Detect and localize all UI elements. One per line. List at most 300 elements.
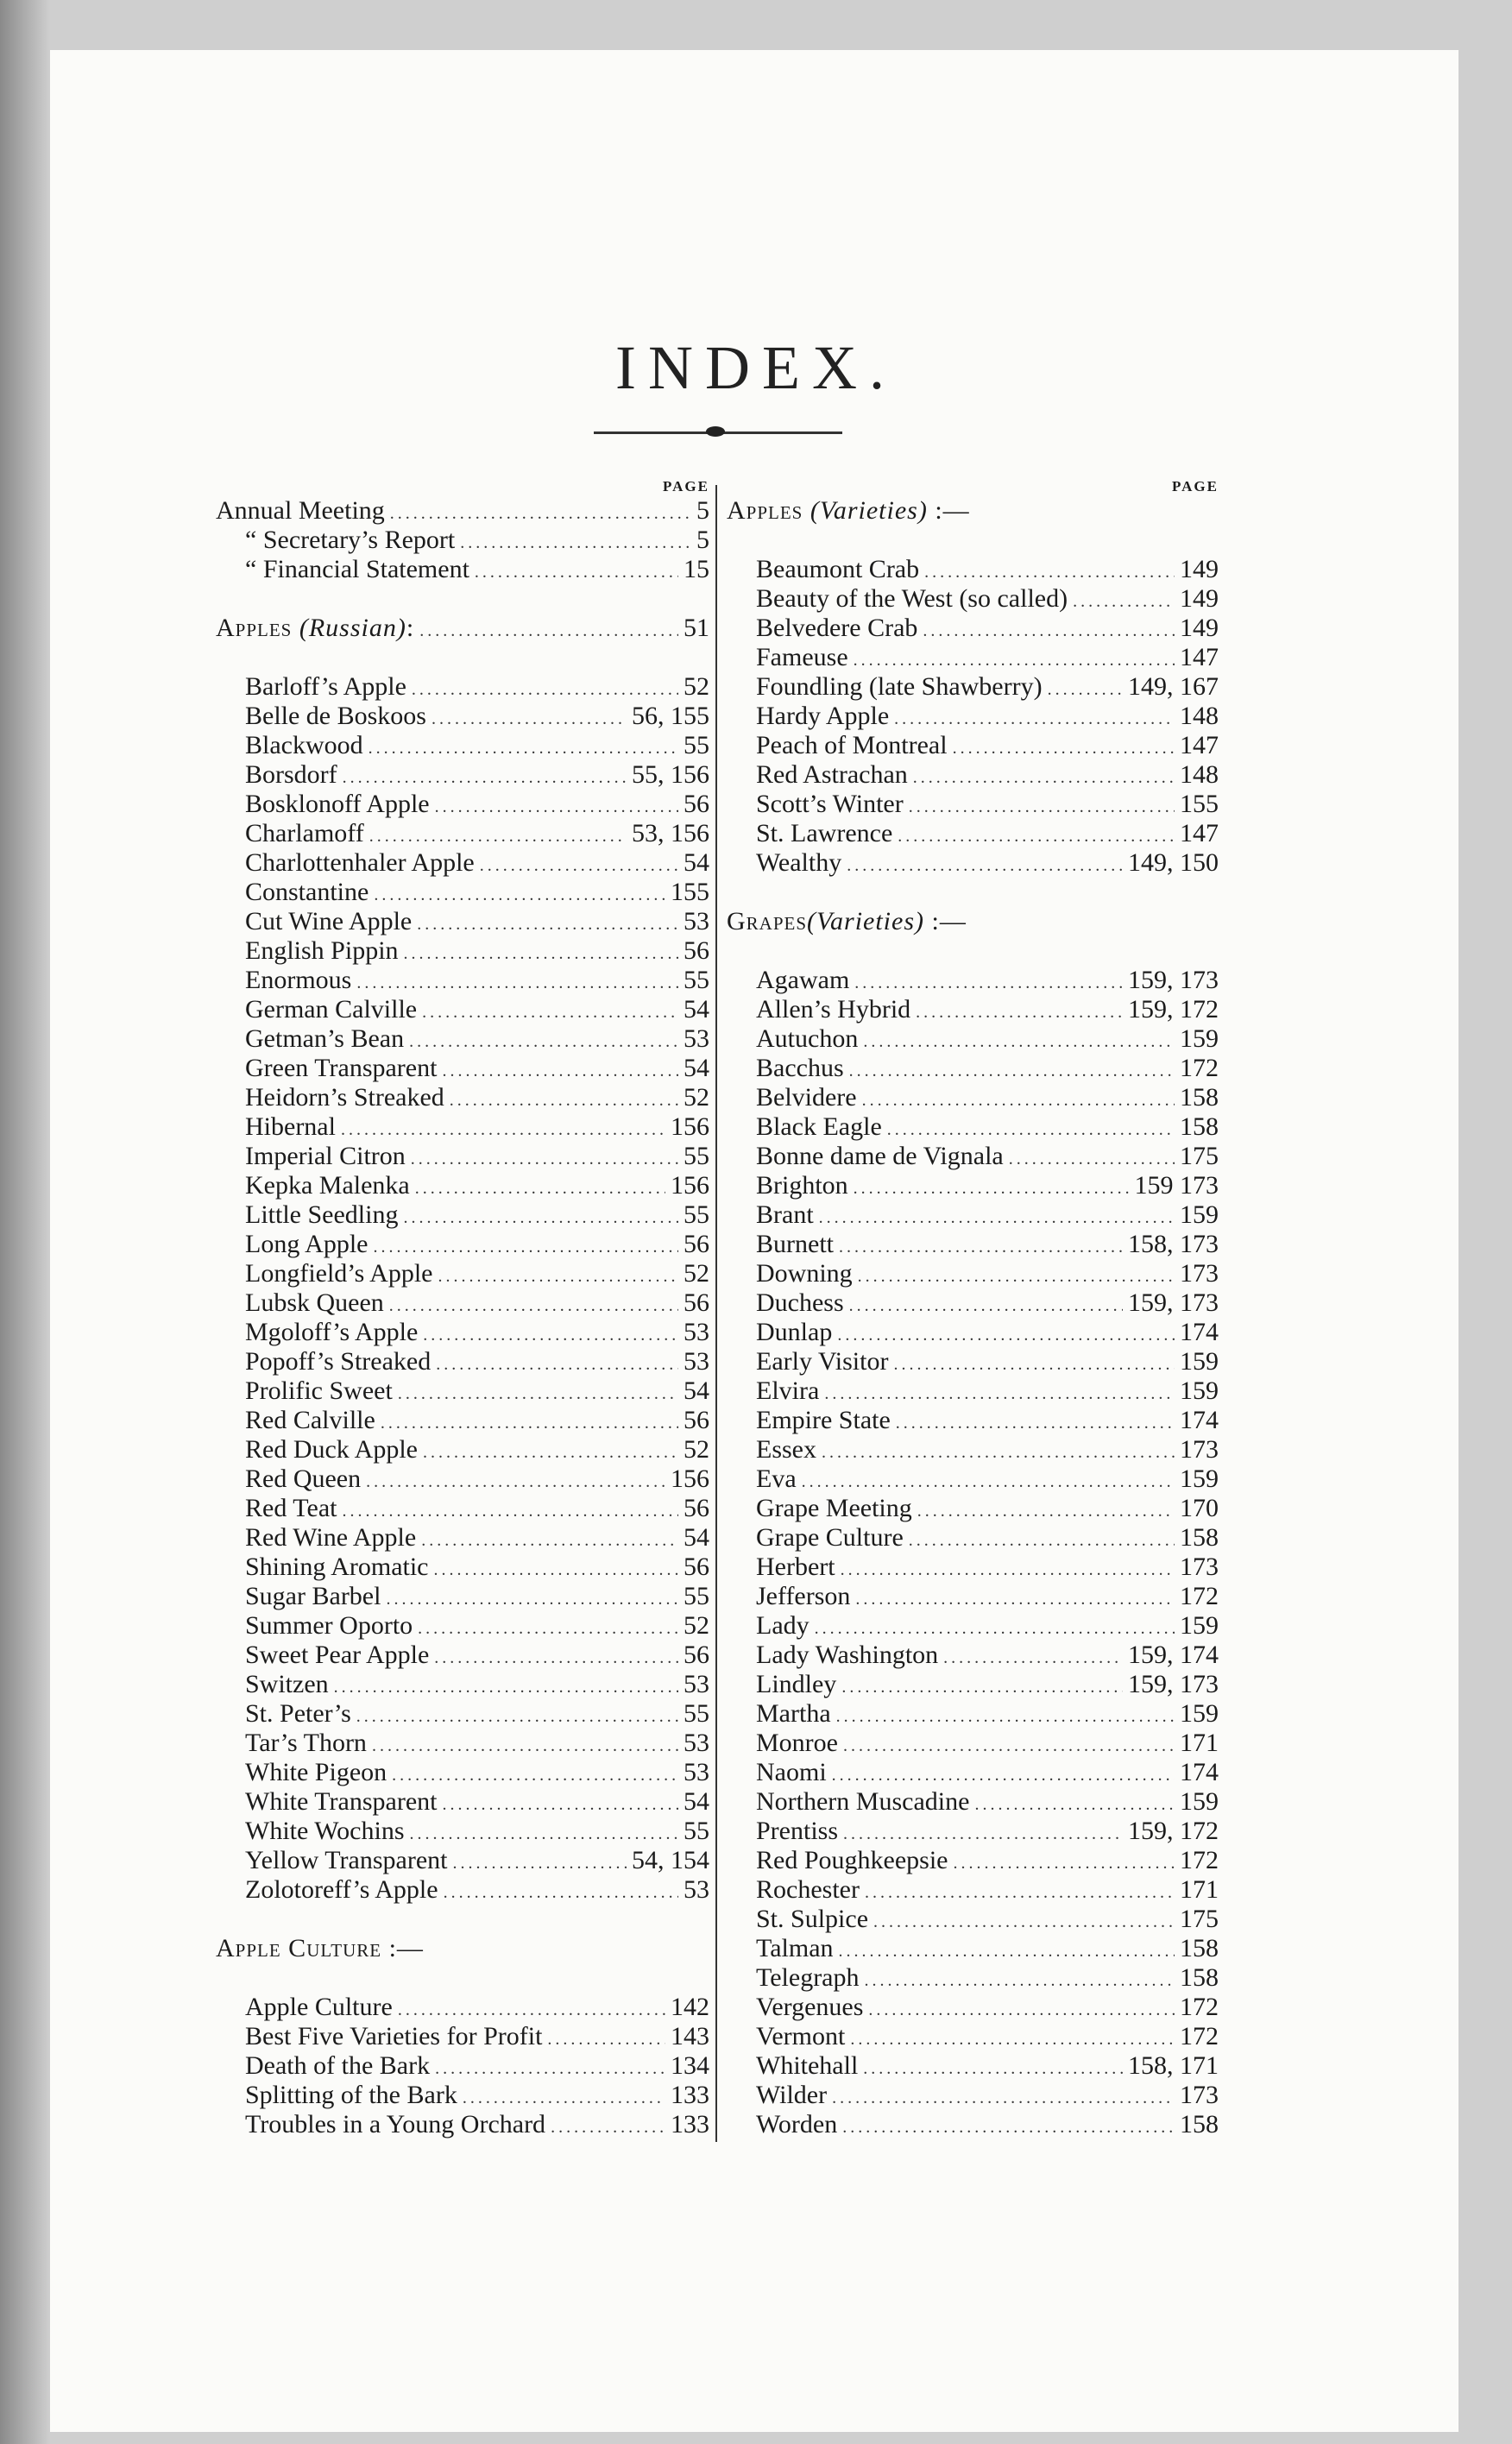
leader-dots xyxy=(421,1526,678,1555)
leader-dots xyxy=(460,528,691,557)
entry-text: Belvedere Crab xyxy=(756,614,918,642)
entry-page: 133 xyxy=(671,2081,709,2109)
index-entry xyxy=(756,1875,1219,1905)
index-entry xyxy=(756,848,1219,878)
leader-dots xyxy=(843,1731,1175,1761)
entry-page: 149 xyxy=(1180,555,1219,583)
leader-dots xyxy=(843,1819,1123,1849)
index-entry xyxy=(756,1318,1219,1347)
index-entry xyxy=(245,1318,709,1347)
entry-text: Jefferson xyxy=(756,1582,851,1610)
entry-text: White Pigeon xyxy=(245,1758,387,1786)
leader-dots xyxy=(953,1849,1175,1878)
index-entry xyxy=(245,1465,709,1494)
russian-apples-list xyxy=(216,672,709,1905)
leader-dots xyxy=(403,1203,678,1232)
entry-text: Wealthy xyxy=(756,848,842,877)
index-entry xyxy=(756,1054,1219,1083)
leader-dots xyxy=(366,1467,665,1496)
leader-dots xyxy=(450,1086,678,1115)
entry-page: 54 xyxy=(684,1787,709,1816)
entry-page: 159, 173 xyxy=(1128,966,1219,994)
leader-dots xyxy=(943,1643,1123,1672)
entry-page: 175 xyxy=(1180,1142,1219,1170)
index-entry xyxy=(756,1993,1219,2022)
entry-text: Autuchon xyxy=(756,1024,859,1053)
entry-text: Shining Aromatic xyxy=(245,1553,429,1581)
spacer xyxy=(727,878,1219,907)
index-entry xyxy=(756,2022,1219,2051)
leader-dots xyxy=(1009,1144,1175,1174)
entry-page: 148 xyxy=(1180,760,1219,789)
entry-page: 158 xyxy=(1180,1934,1219,1962)
entry-page: 159, 173 xyxy=(1128,1670,1219,1698)
index-entry xyxy=(756,1699,1219,1729)
entry-page: 170 xyxy=(1180,1494,1219,1522)
index-entry xyxy=(756,1230,1219,1259)
leader-dots xyxy=(392,1761,678,1790)
leader-dots xyxy=(398,1379,678,1408)
page-title: INDEX. xyxy=(615,333,897,402)
entry-text: Peach of Montreal xyxy=(756,731,948,759)
title-rule-ornament xyxy=(706,426,725,437)
entry-text: Vergenues xyxy=(756,1993,864,2021)
index-entry xyxy=(245,790,709,819)
entry-text: Black Eagle xyxy=(756,1112,882,1141)
entry-page: 174 xyxy=(1180,1758,1219,1786)
entry-text: Barloff’s Apple xyxy=(245,672,406,701)
entry-text: Foundling (late Shawberry) xyxy=(756,672,1043,701)
leader-dots xyxy=(802,1467,1175,1496)
apple-varieties-list xyxy=(727,555,1219,878)
entry-page: 149 xyxy=(1180,584,1219,613)
entry-page: 159 xyxy=(1180,1347,1219,1376)
entry-page: 55 xyxy=(684,966,709,994)
entry-page: 159 xyxy=(1180,1200,1219,1229)
index-entry xyxy=(756,1553,1219,1582)
entry-page: 159, 173 xyxy=(1128,1288,1219,1317)
leader-dots xyxy=(849,1291,1123,1320)
index-entry xyxy=(245,1817,709,1846)
index-entry xyxy=(756,672,1219,702)
index-entry xyxy=(756,1494,1219,1523)
index-entry xyxy=(245,1200,709,1230)
entry-text: Little Seedling xyxy=(245,1200,399,1229)
index-entry xyxy=(245,1699,709,1729)
leader-dots xyxy=(419,616,678,646)
leader-dots xyxy=(854,646,1175,675)
entry-page: 54 xyxy=(684,995,709,1024)
leader-dots xyxy=(356,968,678,998)
spacer xyxy=(216,1905,709,1934)
entry-text: Brant xyxy=(756,1200,814,1229)
leader-dots xyxy=(894,704,1175,734)
index-entry xyxy=(245,702,709,731)
entry-page: 53 xyxy=(684,1758,709,1786)
leader-dots xyxy=(435,792,678,822)
section-heading-varieties: Apples (Varieties) :— xyxy=(727,496,970,525)
entry-text: Beauty of the West (so called) xyxy=(756,584,1068,613)
leader-dots xyxy=(1048,675,1123,704)
index-entry xyxy=(245,1347,709,1376)
entry-text: Apple Culture xyxy=(245,1993,393,2021)
leader-dots xyxy=(839,1937,1175,1966)
entry-page: 56 xyxy=(684,1230,709,1258)
entry-page: 156 xyxy=(671,1112,709,1141)
index-entry xyxy=(756,1347,1219,1376)
index-entry xyxy=(216,496,709,526)
index-entry xyxy=(756,1817,1219,1846)
entry-text: Red Wine Apple xyxy=(245,1523,417,1552)
entry-text: Whitehall xyxy=(756,2051,859,2080)
index-entry xyxy=(245,907,709,936)
index-entry xyxy=(756,1963,1219,1993)
entry-page: 53 xyxy=(684,1729,709,1757)
entry-page: 56 xyxy=(684,790,709,818)
entry-text: “ Financial Statement xyxy=(245,555,469,583)
leader-dots xyxy=(822,1438,1175,1467)
leader-dots xyxy=(417,910,678,939)
entry-text: Charlottenhaler Apple xyxy=(245,848,475,877)
entry-page: 175 xyxy=(1180,1905,1219,1933)
entry-text: Switzen xyxy=(245,1670,329,1698)
leader-dots xyxy=(480,851,678,880)
index-entry xyxy=(756,1465,1219,1494)
entry-page: 52 xyxy=(684,1083,709,1112)
entry-text: Yellow Transparent xyxy=(245,1846,448,1874)
entry-text: Blackwood xyxy=(245,731,363,759)
entry-text: Cut Wine Apple xyxy=(245,907,413,935)
entry-text: Burnett xyxy=(756,1230,834,1258)
entry-page: 53 xyxy=(684,1024,709,1053)
leader-dots xyxy=(863,1027,1175,1056)
entry-page: 174 xyxy=(1180,1406,1219,1434)
index-entry xyxy=(245,672,709,702)
entry-page: 5 xyxy=(696,526,709,554)
leader-dots xyxy=(850,2025,1175,2054)
index-entry xyxy=(245,936,709,966)
entry-text: Red Calville xyxy=(245,1406,375,1434)
entry-text: Worden xyxy=(756,2110,838,2138)
entry-text: Kepka Malenka xyxy=(245,1171,410,1200)
index-entry xyxy=(245,878,709,907)
entry-text: Allen’s Hybrid xyxy=(756,995,911,1024)
leader-dots xyxy=(442,1056,678,1086)
leader-dots xyxy=(389,1291,678,1320)
index-entry xyxy=(245,1758,709,1787)
index-entry xyxy=(216,555,709,584)
index-entry xyxy=(245,2051,709,2081)
spacer xyxy=(216,1963,709,1993)
leader-dots xyxy=(862,1086,1175,1115)
entry-page: 173 xyxy=(1180,2081,1219,2109)
leader-dots xyxy=(924,557,1175,587)
entry-page: 142 xyxy=(671,1993,709,2021)
index-entry xyxy=(756,790,1219,819)
index-entry xyxy=(245,1787,709,1817)
entry-page: 149, 150 xyxy=(1128,848,1219,877)
entry-page: 56 xyxy=(684,936,709,965)
index-entry xyxy=(245,1054,709,1083)
entry-text: Elvira xyxy=(756,1376,820,1405)
entry-page: 54 xyxy=(684,1523,709,1552)
entry-page: 53 xyxy=(684,1875,709,1904)
entry-page: 158 xyxy=(1180,1963,1219,1992)
entry-text: Fameuse xyxy=(756,643,848,671)
leader-dots xyxy=(434,1555,679,1584)
entry-text: Herbert xyxy=(756,1553,835,1581)
entry-text: Best Five Varieties for Profit xyxy=(245,2022,543,2050)
entry-page: 147 xyxy=(1180,731,1219,759)
entry-page: 173 xyxy=(1180,1259,1219,1288)
leader-dots xyxy=(887,1115,1175,1144)
entry-text: Scott’s Winter xyxy=(756,790,904,818)
entry-page: 149, 167 xyxy=(1128,672,1219,701)
entry-page: 159, 172 xyxy=(1128,995,1219,1024)
index-entry xyxy=(245,1553,709,1582)
index-entry xyxy=(245,1083,709,1112)
entry-page: 54 xyxy=(684,1054,709,1082)
leader-dots xyxy=(444,1878,678,1907)
leader-dots xyxy=(442,1790,678,1819)
index-entry xyxy=(756,1288,1219,1318)
section-heading-russian xyxy=(216,614,709,643)
spacer xyxy=(216,643,709,672)
entry-page: 55 xyxy=(684,1817,709,1845)
entry-text: Empire State xyxy=(756,1406,891,1434)
index-entry xyxy=(756,1112,1219,1142)
leader-dots xyxy=(909,1526,1175,1555)
index-entry xyxy=(756,1582,1219,1611)
leader-dots xyxy=(832,1761,1175,1790)
index-entry xyxy=(245,1435,709,1465)
leader-dots xyxy=(423,1320,678,1350)
index-entry xyxy=(756,819,1219,848)
entry-page: 55 xyxy=(684,1142,709,1170)
index-entry xyxy=(756,614,1219,643)
entry-text: Northern Muscadine xyxy=(756,1787,970,1816)
index-entry xyxy=(245,1611,709,1641)
entry-page: 158 xyxy=(1180,2110,1219,2138)
entry-text: Grape Meeting xyxy=(756,1494,912,1522)
index-entry xyxy=(756,643,1219,672)
leader-dots xyxy=(909,792,1175,822)
index-entry xyxy=(756,1934,1219,1963)
entry-text: Downing xyxy=(756,1259,853,1288)
index-entry xyxy=(245,2022,709,2051)
index-entry xyxy=(756,2051,1219,2081)
entry-text: Green Transparent xyxy=(245,1054,438,1082)
entry-text: Sugar Barbel xyxy=(245,1582,381,1610)
leader-dots xyxy=(824,1379,1175,1408)
entry-text: Eva xyxy=(756,1465,797,1493)
entry-text: Vermont xyxy=(756,2022,846,2050)
entry-text: Annual Meeting xyxy=(216,496,385,525)
leader-dots xyxy=(334,1672,678,1702)
entry-text: Sweet Pear Apple xyxy=(245,1641,430,1669)
entry-page: 158 xyxy=(1180,1112,1219,1141)
entry-page: 156 xyxy=(671,1465,709,1493)
leader-dots xyxy=(837,1320,1175,1350)
leader-dots xyxy=(832,2083,1175,2113)
leader-dots xyxy=(372,1731,678,1761)
index-entry xyxy=(756,1523,1219,1553)
leader-dots xyxy=(913,763,1175,792)
column-divider xyxy=(715,485,717,2142)
index-entry xyxy=(245,1641,709,1670)
entry-page: 147 xyxy=(1180,643,1219,671)
entry-page: 55, 156 xyxy=(632,760,709,789)
index-entry xyxy=(245,819,709,848)
entry-text: Talman xyxy=(756,1934,834,1962)
index-entry xyxy=(245,760,709,790)
index-entry xyxy=(756,1846,1219,1875)
entry-text: Getman’s Bean xyxy=(245,1024,405,1053)
index-entry xyxy=(245,2081,709,2110)
index-entry xyxy=(756,1670,1219,1699)
leader-dots xyxy=(815,1614,1175,1643)
entry-page: 148 xyxy=(1180,702,1219,730)
leader-dots xyxy=(953,734,1175,763)
index-entry xyxy=(245,731,709,760)
entry-text: Bosklonoff Apple xyxy=(245,790,430,818)
leader-dots xyxy=(863,2054,1123,2083)
entry-page: 158, 171 xyxy=(1128,2051,1219,2080)
leader-dots xyxy=(873,1907,1175,1937)
leader-dots xyxy=(356,1702,678,1731)
index-entry xyxy=(245,1670,709,1699)
entry-page: 56, 155 xyxy=(632,702,709,730)
entry-text: Prentiss xyxy=(756,1817,839,1845)
leader-dots xyxy=(836,1702,1175,1731)
entry-page: 54 xyxy=(684,848,709,877)
entry-page: 149 xyxy=(1180,614,1219,642)
leader-dots xyxy=(893,1350,1175,1379)
leader-dots xyxy=(841,1672,1123,1702)
entry-text: Lubsk Queen xyxy=(245,1288,384,1317)
index-column-left xyxy=(216,477,709,2139)
entry-text: Longfield’s Apple xyxy=(245,1259,433,1288)
index-entry xyxy=(756,702,1219,731)
index-entry xyxy=(245,1024,709,1054)
leader-dots xyxy=(374,880,665,910)
entry-text: St. Peter’s xyxy=(245,1699,351,1728)
entry-page: 54 xyxy=(684,1376,709,1405)
leader-dots xyxy=(390,499,691,528)
leader-dots xyxy=(374,1232,679,1262)
entry-text: Hardy Apple xyxy=(756,702,890,730)
entry-text: Red Duck Apple xyxy=(245,1435,418,1464)
entry-page: 54, 154 xyxy=(632,1846,709,1874)
index-entry xyxy=(756,1729,1219,1758)
index-entry xyxy=(245,1112,709,1142)
entry-text: Troubles in a Young Orchard xyxy=(245,2110,546,2138)
leader-dots xyxy=(463,2083,665,2113)
entry-page: 159 xyxy=(1180,1611,1219,1640)
entry-page: 172 xyxy=(1180,1054,1219,1082)
entry-page: 172 xyxy=(1180,1993,1219,2021)
entry-text: English Pippin xyxy=(245,936,399,965)
entry-text: Martha xyxy=(756,1699,831,1728)
entry-text: Enormous xyxy=(245,966,352,994)
entry-text: Red Teat xyxy=(245,1494,337,1522)
index-entry xyxy=(245,1259,709,1288)
entry-text: Grape Culture xyxy=(756,1523,904,1552)
index-entry xyxy=(756,995,1219,1024)
leader-dots xyxy=(865,1878,1175,1907)
entry-page: 155 xyxy=(671,878,709,906)
entry-text: Essex xyxy=(756,1435,816,1464)
leader-dots xyxy=(412,675,678,704)
index-entry xyxy=(756,1142,1219,1171)
entry-page: 53, 156 xyxy=(632,819,709,847)
index-entry xyxy=(245,966,709,995)
entry-page: 159 173 xyxy=(1134,1171,1219,1200)
leader-dots xyxy=(923,616,1175,646)
entry-page: 159, 172 xyxy=(1128,1817,1219,1845)
index-entry xyxy=(245,1523,709,1553)
entry-page: 159 xyxy=(1180,1376,1219,1405)
index-entry xyxy=(756,555,1219,584)
entry-page: 159 xyxy=(1180,1465,1219,1493)
entry-page: 159 xyxy=(1180,1787,1219,1816)
leader-dots xyxy=(854,1174,1130,1203)
leader-dots xyxy=(551,2113,665,2142)
entry-page: 51 xyxy=(684,614,709,642)
entry-text: Telegraph xyxy=(756,1963,860,1992)
entry-page: 173 xyxy=(1180,1435,1219,1464)
entry-text: Death of the Bark xyxy=(245,2051,431,2080)
leader-dots xyxy=(898,822,1175,851)
leader-dots xyxy=(422,998,678,1027)
leader-dots xyxy=(839,1232,1123,1262)
entry-text: Mgoloff’s Apple xyxy=(245,1318,419,1346)
leader-dots xyxy=(1073,587,1175,616)
entry-page: 147 xyxy=(1180,819,1219,847)
leader-dots xyxy=(398,1995,665,2025)
entry-text: Lindley xyxy=(756,1670,837,1698)
leader-dots xyxy=(842,2113,1175,2142)
leader-dots xyxy=(415,1174,665,1203)
index-entry xyxy=(756,1200,1219,1230)
leader-dots xyxy=(849,1056,1175,1086)
entry-page: 171 xyxy=(1180,1875,1219,1904)
index-entry xyxy=(756,584,1219,614)
leader-dots xyxy=(434,1643,678,1672)
leader-dots xyxy=(418,1614,678,1643)
entry-text: Red Astrachan xyxy=(756,760,908,789)
entry-text: Duchess xyxy=(756,1288,844,1317)
leader-dots xyxy=(974,1790,1175,1819)
entry-text: Belle de Boskoos xyxy=(245,702,426,730)
index-entry xyxy=(756,2110,1219,2139)
leader-dots xyxy=(432,704,627,734)
leader-dots xyxy=(423,1438,678,1467)
entry-text: Constantine xyxy=(245,878,369,906)
index-entry xyxy=(756,1758,1219,1787)
leader-dots xyxy=(868,1995,1175,2025)
entry-text: Imperial Citron xyxy=(245,1142,406,1170)
index-column-right xyxy=(727,477,1219,2139)
entry-text: Red Queen xyxy=(245,1465,362,1493)
page-column-label: PAGE xyxy=(663,478,709,494)
entry-page: 55 xyxy=(684,1200,709,1229)
leader-dots xyxy=(916,998,1123,1027)
entry-text: German Calville xyxy=(245,995,418,1024)
grape-varieties-list xyxy=(727,966,1219,2139)
entry-page: 173 xyxy=(1180,1553,1219,1581)
leader-dots xyxy=(865,1966,1175,1995)
